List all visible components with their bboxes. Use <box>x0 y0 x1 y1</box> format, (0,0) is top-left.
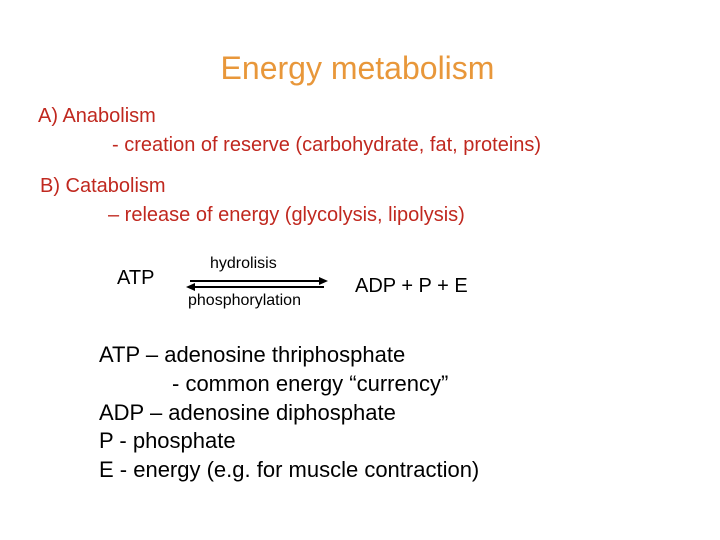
reaction-left-atp: ATP <box>117 267 155 289</box>
section-a-detail: - creation of reserve (carbohydrate, fat, proteins) <box>112 134 542 156</box>
definition-e: E - energy (e.g. for muscle contraction) <box>99 457 480 482</box>
section-b-heading: B) Catabolism <box>40 175 166 197</box>
definition-p: P - phosphate <box>99 428 236 453</box>
slide-title: Energy metabolism <box>220 50 495 86</box>
section-a-heading: A) Anabolism <box>38 105 156 127</box>
reaction-right-products: ADP + P + E <box>355 275 468 297</box>
equilibrium-arrow-icon <box>186 276 328 292</box>
reaction-reverse-label: phosphorylation <box>188 292 301 309</box>
section-b-detail: – release of energy (glycolysis, lipolysis) <box>108 204 465 226</box>
definition-atp: ATP – adenosine thriphosphate <box>99 342 406 367</box>
definition-atp-note: - common energy “currency” <box>172 371 449 396</box>
reaction-forward-label: hydrolisis <box>210 255 277 272</box>
definition-adp: ADP – adenosine diphosphate <box>99 400 396 425</box>
